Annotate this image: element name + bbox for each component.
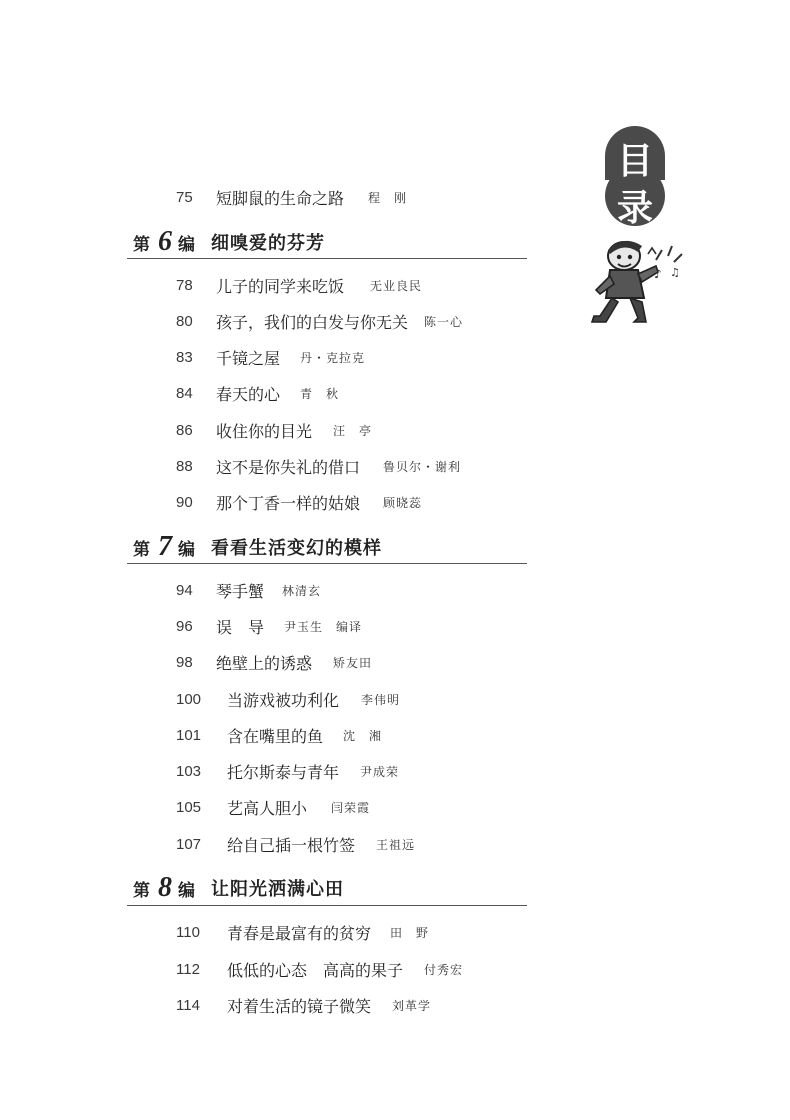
section-title: 看看生活变幻的模样	[211, 538, 382, 559]
toc-entry-author: 沈 湘	[343, 728, 383, 743]
svg-text:♫: ♫	[670, 266, 680, 279]
toc-entry-title: 艺高人胆小	[227, 798, 308, 818]
toc-entry-page-number: 86	[176, 421, 193, 439]
section-divider	[127, 905, 527, 906]
section-number: 6	[158, 226, 172, 257]
toc-entry-page-number: 107	[176, 835, 202, 853]
section-divider	[127, 258, 527, 259]
toc-entry-author: 顾晓蕊	[383, 495, 423, 510]
section-label-bian: 编	[178, 539, 195, 560]
toc-entry-page-number: 75	[176, 188, 193, 206]
toc-entry-title: 含在嘴里的鱼	[227, 726, 324, 746]
toc-entry-author: 无业良民	[370, 278, 423, 293]
svg-text:♪: ♪	[654, 267, 662, 281]
toc-entry-title: 误 导	[216, 617, 265, 637]
toc-entry-page-number: 90	[176, 493, 193, 511]
toc-entry-page-number: 80	[176, 312, 193, 330]
toc-entry-author: 王祖远	[376, 837, 416, 852]
toc-entry-author: 李伟明	[361, 692, 401, 707]
section-heading	[133, 532, 382, 562]
section-heading	[133, 873, 344, 903]
toc-entry-title: 绝壁上的诱惑	[216, 653, 313, 673]
toc-header-char-mu: 目	[616, 141, 653, 182]
toc-entry-page-number: 105	[176, 798, 202, 816]
toc-entry-title: 对着生活的镜子微笑	[227, 996, 372, 1016]
toc-entry-title: 琴手蟹	[216, 581, 265, 601]
cartoon-boy-illustration	[586, 232, 691, 327]
toc-entry-page-number: 100	[176, 690, 202, 708]
section-number: 8	[158, 872, 172, 903]
toc-entry-title: 儿子的同学来吃饭	[216, 276, 345, 296]
toc-entry-author: 闫荣霞	[331, 800, 371, 815]
toc-entry-page-number: 101	[176, 726, 202, 744]
toc-entry-title: 短脚鼠的生命之路	[216, 188, 345, 208]
section-label-bian: 编	[178, 880, 195, 901]
section-number: 7	[158, 531, 172, 562]
section-label-di: 第	[133, 539, 150, 560]
toc-entry-title: 给自己插一根竹签	[227, 835, 356, 855]
toc-header-char-lu: 录	[616, 188, 653, 229]
toc-entry-author: 矫友田	[333, 655, 373, 670]
toc-entry-page-number: 112	[176, 960, 200, 978]
toc-entry-author: 田 野	[390, 925, 430, 940]
toc-entry-page-number: 78	[176, 276, 193, 294]
toc-entry-author: 林清玄	[282, 583, 322, 598]
toc-entry-page-number: 96	[176, 617, 193, 635]
toc-entry-title: 春天的心	[216, 384, 281, 404]
toc-entry-author: 青 秋	[300, 386, 340, 401]
section-label-di: 第	[133, 234, 150, 255]
toc-entry-author: 陈一心	[424, 314, 464, 329]
toc-entry-title: 低低的心态 高高的果子	[227, 960, 404, 980]
toc-entry-page-number: 94	[176, 581, 193, 599]
toc-entry-author: 尹成荣	[360, 764, 400, 779]
toc-entry-title: 收住你的目光	[216, 421, 313, 441]
toc-entry-title: 千镜之屋	[216, 348, 281, 368]
toc-entry-page-number: 88	[176, 457, 193, 475]
toc-entry-title: 当游戏被功利化	[227, 690, 340, 710]
section-divider	[127, 563, 527, 564]
toc-entry-author: 汪 亭	[333, 423, 373, 438]
toc-entry-page-number: 114	[176, 996, 200, 1014]
toc-entry-author: 程 刚	[368, 190, 408, 205]
toc-entry-page-number: 110	[176, 923, 200, 941]
section-label-di: 第	[133, 880, 150, 901]
section-label-bian: 编	[178, 234, 195, 255]
section-title: 细嗅爱的芬芳	[211, 233, 325, 254]
section-title: 让阳光洒满心田	[211, 879, 344, 900]
toc-entry-title: 青春是最富有的贫穷	[227, 923, 372, 943]
toc-entry-title: 这不是你失礼的借口	[216, 457, 361, 477]
toc-entry-author: 付秀宏	[424, 962, 464, 977]
toc-entry-author: 鲁贝尔・谢利	[383, 459, 462, 474]
toc-entry-title: 托尔斯泰与青年	[227, 762, 340, 782]
toc-entry-author: 刘革学	[392, 998, 432, 1013]
toc-entry-page-number: 83	[176, 348, 193, 366]
toc-entry-page-number: 98	[176, 653, 193, 671]
section-heading	[133, 227, 325, 257]
toc-entry-page-number: 103	[176, 762, 202, 780]
toc-entry-title: 那个丁香一样的姑娘	[216, 493, 361, 513]
toc-entry-author: 尹玉生 编译	[284, 619, 363, 634]
toc-entry-author: 丹・克拉克	[300, 350, 366, 365]
toc-entry-title: 孩子，我们的白发与你无关	[216, 312, 409, 332]
toc-entry-page-number: 84	[176, 384, 193, 402]
